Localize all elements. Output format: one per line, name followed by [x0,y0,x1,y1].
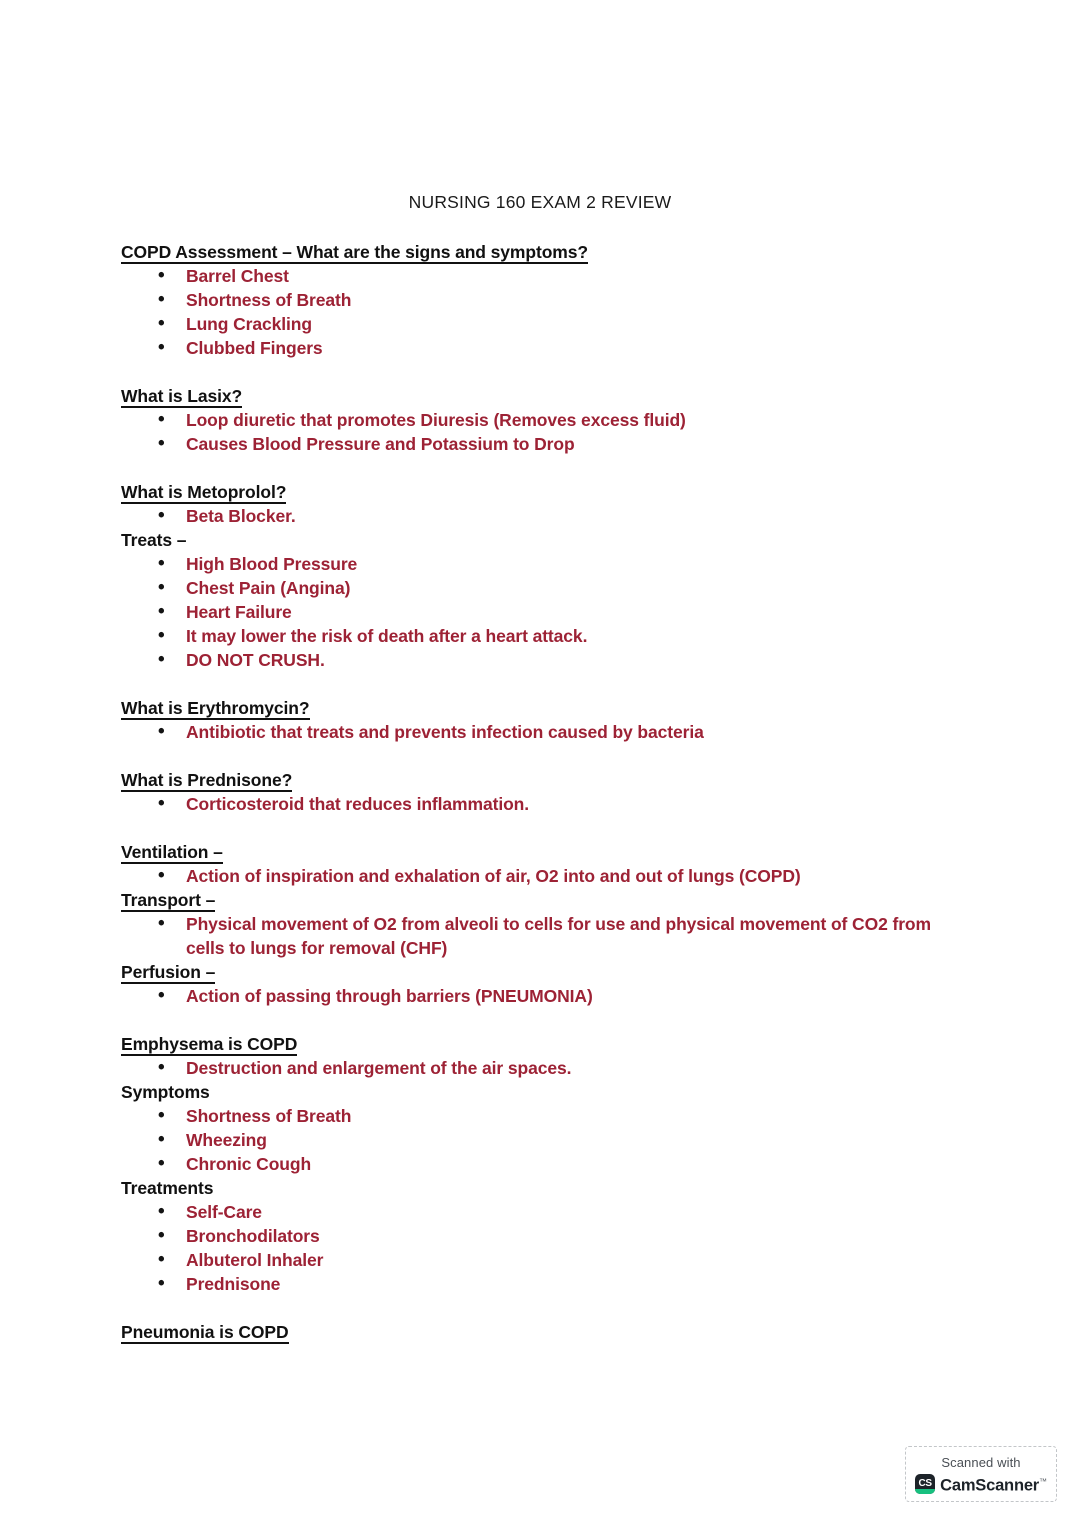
list-item: • Shortness of Breath [121,1104,951,1128]
section-heading-text: What is Lasix? [121,386,243,406]
trademark-symbol: ™ [1039,1477,1047,1487]
list-item: • Bronchodilators [121,1224,951,1248]
list-item: • Action of passing through barriers (PNEUMONIA) [121,984,951,1008]
blank-line [121,456,951,480]
section-heading-text: Treatments [121,1178,214,1198]
list-item: • Antibiotic that treats and prevents infection caused by bacteria [121,720,951,744]
section-heading [121,960,951,984]
section-heading-text: What is Erythromycin? [121,698,310,718]
list-item: • Wheezing [121,1128,951,1152]
list-item: • High Blood Pressure [121,552,951,576]
list-item: • Corticosteroid that reduces inflammation. [121,792,951,816]
list-item: • Destruction and enlargement of the air spaces. [121,1056,951,1080]
section-heading-text: What is Metoprolol? [121,482,287,502]
list-item: • Self-Care [121,1200,951,1224]
blank-line [121,672,951,696]
blank-line [121,360,951,384]
section-heading [121,384,951,408]
blank-line [121,744,951,768]
list-item: • Loop diuretic that promotes Diuresis (Removes excess fluid) [121,408,951,432]
blank-line [121,816,951,840]
list-item: • Barrel Chest [121,264,951,288]
list-item: • Clubbed Fingers [121,336,951,360]
section-heading [121,696,951,720]
section-heading-text: Pneumonia is COPD [121,1322,289,1342]
list-item: • It may lower the risk of death after a heart attack. [121,624,951,648]
section-heading-text: Treats – [121,530,187,550]
list-item: • Physical movement of O2 from alveoli to cells for use and physical movement of CO2 from cells to lungs for removal (CHF) [121,912,951,960]
blank-line [121,1008,951,1032]
document-body [121,240,951,1344]
section-heading-text: COPD Assessment – What are the signs and symptoms? [121,242,588,262]
list-item: • DO NOT CRUSH. [121,648,951,672]
watermark-scanned-with-label: Scanned with [941,1455,1021,1471]
section-heading [121,840,951,864]
list-item: • Shortness of Breath [121,288,951,312]
section-heading-text: What is Prednisone? [121,770,293,790]
section-heading-text: Ventilation – [121,842,223,862]
list-item: • Lung Crackling [121,312,951,336]
logo-accent-bar [915,1489,935,1494]
list-item: • Action of inspiration and exhalation of air, O2 into and out of lungs (COPD) [121,864,951,888]
logo-initials: CS [918,1478,932,1489]
section-heading [121,1320,951,1344]
list-item: • Chronic Cough [121,1152,951,1176]
section-heading-text: Symptoms [121,1082,210,1102]
list-item: • Causes Blood Pressure and Potassium to Drop [121,432,951,456]
section-heading [121,480,951,504]
section-heading-text: Perfusion – [121,962,216,982]
section-heading [121,240,951,264]
section-heading-text: Emphysema is COPD [121,1034,298,1054]
list-item: • Chest Pain (Angina) [121,576,951,600]
section-heading [121,1080,951,1104]
section-heading [121,768,951,792]
page-title: NURSING 160 EXAM 2 REVIEW [408,192,672,212]
section-heading-text: Transport – [121,890,216,910]
section-heading [121,1176,951,1200]
watermark-brand-row [915,1473,1047,1495]
watermark-brand-text: CamScanner [940,1476,1040,1495]
list-item: • Albuterol Inhaler [121,1248,951,1272]
section-heading [121,1032,951,1056]
section-heading [121,528,951,552]
section-heading [121,888,951,912]
list-item: • Heart Failure [121,600,951,624]
list-item: • Prednisone [121,1272,951,1296]
watermark-brand-name [940,1473,1047,1495]
camscanner-watermark [905,1446,1057,1502]
camscanner-logo-icon [915,1474,935,1494]
list-item: • Beta Blocker. [121,504,951,528]
blank-line [121,1296,951,1320]
